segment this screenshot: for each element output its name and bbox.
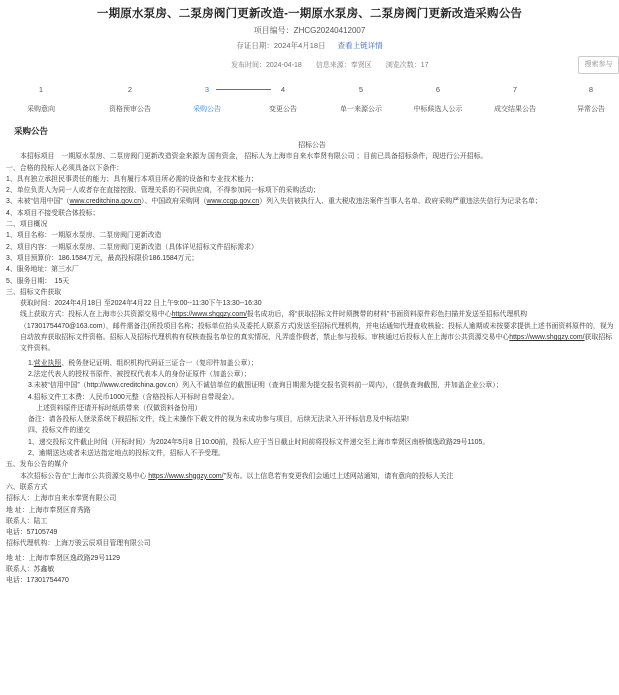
section-heading: 三、招标文件获取 [6, 288, 62, 296]
paragraph: 2、项目内容：一期原水泵房、二泵房阀门更新改造（具体详见招标文件招标需求） [6, 243, 258, 251]
publish-time: 发布时间：2024-04-18 [231, 62, 302, 69]
step-number: 7 [512, 85, 518, 94]
step-number: 3 [204, 85, 210, 94]
step-label: 变更公告 [269, 106, 297, 113]
step-number: 6 [435, 85, 441, 94]
ccgp-link[interactable]: www.ccgp.gov.cn [206, 198, 260, 206]
paragraph: 1、项目名称：一期原水泵房、二泵房阀门更新改造 [6, 232, 162, 240]
registration-date: 存证日期：2024年4月18日 [236, 41, 326, 50]
step-number: 8 [588, 85, 594, 94]
contact-line: 招标人：上海市自来水奉贤有限公司 [6, 495, 117, 503]
paragraph: 1、具有独立承担民事责任的能力；具有履行本项目所必需的设备和专业技术能力； [6, 175, 258, 183]
paragraph: 1、递交投标文件截止时间（开标时间）为2024年5月8 日10:00前，投标人应于当日截止时间前将投标文件递交至上海市奉贤区南桥镇逸政路29号1105。 [28, 438, 490, 446]
info-source: 信息来源：奉贤区 [315, 62, 372, 69]
contact-line: 地 址：上海市奉贤区逸政路29号1129 [6, 554, 120, 562]
contact-line: 电话：57105749 [6, 529, 58, 537]
view-count: 浏览次数：17 [385, 62, 429, 69]
paragraph: 本次招标公告在“上海市公共资源交易中心 https://www.shggzy.com/”发布。以上信息若有变更我们会通过上述网站通知，请有意向的投标人关注 [20, 472, 454, 480]
creditchina-link[interactable]: www.creditchina.gov.cn [69, 198, 142, 206]
shggzy-link[interactable]: https://www.shggzy.com/ [171, 311, 247, 319]
step-label: 单一来源公示 [340, 106, 382, 113]
section-heading: 二、项目概况 [6, 221, 48, 229]
notice-heading: 招标公告 [298, 142, 326, 149]
section-heading: 五、发布公告的媒介 [6, 461, 69, 469]
step-purchase-intention[interactable] [0, 84, 86, 114]
paragraph: 获取时间：2024年4月18日 至2024年4月22 日上午9:00--11:30下午13:30--16:30 [20, 300, 262, 308]
meta-info [231, 60, 441, 70]
section-heading: 一、合格的投标人必须具备以下条件： [6, 164, 124, 172]
step-number: 4 [280, 85, 286, 94]
step-number: 5 [358, 85, 364, 94]
material-item: 2.法定代表人的授权书原件、被授权代表本人的身份证原件（加盖公章）； [28, 370, 251, 378]
note: 备注：请各投标人登录系统下载招标文件，线上未操作下载文件的视为未成功参与项目，后续无法录入开评标信息及中标结果! [28, 416, 409, 424]
material-item: 1.营业执照、税务登记证明、组织机构代码证三证合一（复印件加盖公章）； [28, 359, 258, 367]
step-exception-notice[interactable] [546, 84, 619, 114]
view-chain-details-link[interactable]: 查看上链详情 [337, 41, 383, 50]
paragraph: 2、单位负责人为同一人或者存在直接控股、管理关系的不同供应商，不得参加同一标项下的采购活动； [6, 187, 320, 195]
contact-line: 联系人：苏鑫敏 [6, 565, 55, 573]
paragraph-online-access: 线上获取方式：投标人在上海市公共资源交易中心https://www.shggzy.com/报名成功后，将“获取招标文件时须携带的材料”书面资料原件彩色扫描并发送至招标代理机构（17301754470@163.com），邮件需备注(所投项目名称；投标单位抬头及委托人联系方式)发送至招标代理机构，并电话通知代理查收核验；投标人逾期或未按要求提供上述书面资料原件的，视为自动放弃获取招标文件资格。招标人及招标代理机构有权核查报名单位的真实情况，凡弄虚作假者，禁止参与投标。审核通过后投标人在上海市公共资源交易中心https://www.shggzy.com/获取招标文件资料。 [20, 311, 614, 353]
material-item: 4.招标文件工本费：人民币1000元整（含格投标人开标时自带现金）。 [28, 393, 239, 401]
material-item: 3.未被“信用中国”（http://www.creditchina.gov.cn）列入不诚信单位的截图证明（查询日期需为提交报名资料前一周内），（提供查询截图，并加盖企业公章）； [28, 382, 503, 390]
step-number: 1 [38, 85, 44, 94]
step-label: 中标候选人公示 [413, 106, 463, 113]
page-title: 一期原水泵房、二泵房阀门更新改造-一期原水泵房、二泵房阀门更新改造采购公告 [96, 8, 523, 20]
section-title: 采购公告 [14, 126, 49, 136]
step-label: 资格预审公告 [109, 106, 151, 113]
shggzy-link[interactable]: https://www.shggzy.com/ [148, 472, 224, 480]
material-item: 上述资料原件还请开标时纸质带来（仅做资料备份用） [36, 404, 202, 412]
registration-line [0, 40, 619, 51]
section-heading: 四、投标文件的递交 [28, 427, 91, 435]
project-number: 项目编号：ZHCG20240412007 [253, 26, 366, 35]
process-steps [0, 84, 619, 116]
contact-line: 地 址：上海市奉贤区育秀路 [6, 506, 91, 514]
step-label: 异常公告 [577, 106, 605, 113]
contact-line: 联系人：陆工 [6, 517, 48, 525]
step-number: 2 [127, 85, 133, 94]
notice-content [6, 140, 618, 587]
paragraph: 2、逾期送达或者未送达指定地点的投标文件，招标人不予受理。 [28, 450, 225, 458]
paragraph: 5、服务日期： 15天 [6, 277, 70, 285]
search-participate-button[interactable]: 搜索参与 [578, 56, 619, 74]
paragraph: 3、项目预算价：186.1584万元，最高投标限价186.1584万元； [6, 254, 199, 262]
step-label: 采购意向 [27, 106, 55, 113]
paragraph: 4、服务地址：第三水厂 [6, 266, 79, 274]
contact-line: 招标代理机构：上海万骏云辰项目管理有限公司 [6, 540, 151, 548]
notice-intro: 本招标项目 一期原水泵房、二泵房阀门更新改造资金来源为 国有资金， 招标人为上海市自来水奉贤有限公司 ；目前已具备招标条件，现进行公开招标。 [20, 153, 488, 161]
step-change-notice[interactable] [238, 84, 328, 114]
step-label: 采购公告 [193, 106, 221, 113]
paragraph: 3、未被“信用中国”（www.creditchina.gov.cn）、中国政府采购网（www.ccgp.gov.cn）列入失信被执行人、重大税收违法案件当事人名单、政府采购严重违法失信行为记录名单； [6, 198, 542, 206]
contact-line: 电话：17301754470 [6, 577, 69, 585]
section-heading: 六、联系方式 [6, 483, 48, 491]
paragraph: 4、本项目不接受联合体投标； [6, 209, 100, 217]
step-label: 成交结果公告 [494, 106, 536, 113]
shggzy-link[interactable]: https://www.shggzy.com/ [509, 334, 585, 342]
